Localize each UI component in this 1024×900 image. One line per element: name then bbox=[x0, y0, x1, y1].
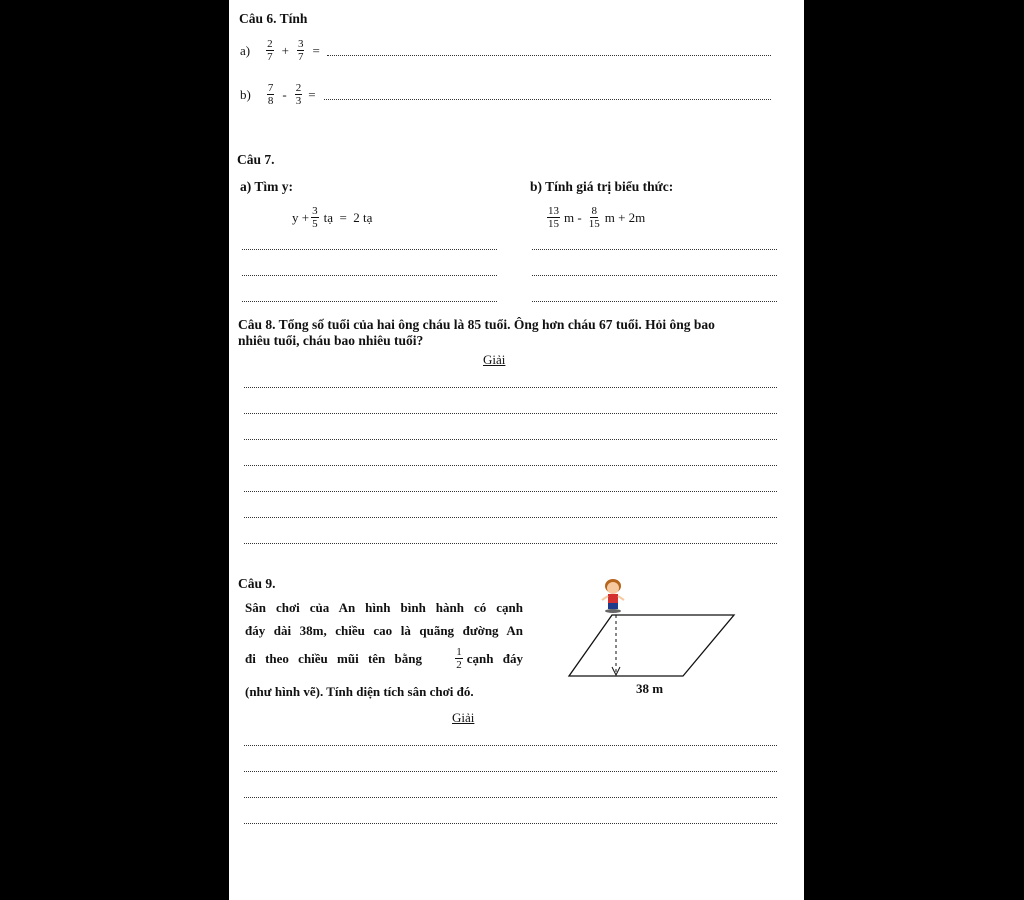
q6-title: Câu 6. Tính bbox=[239, 11, 308, 26]
equals-sign: = bbox=[308, 86, 316, 102]
denominator: 7 bbox=[297, 51, 304, 63]
q9-text-fragment: đi theo chiều mũi tên bằng bbox=[245, 650, 422, 666]
q7-b-answer-line[interactable] bbox=[532, 249, 777, 250]
numerator: 1 bbox=[456, 646, 462, 658]
numerator: 3 bbox=[312, 205, 318, 217]
denominator: 15 bbox=[588, 218, 600, 230]
parallelogram-shape bbox=[569, 615, 734, 676]
q6-a-label: a) bbox=[240, 42, 251, 58]
q8-answer-line[interactable] bbox=[244, 387, 777, 388]
q9-text-line-2: đáy dài 38m, chiều cao là quãng đường An bbox=[245, 623, 523, 638]
operator: + bbox=[281, 42, 289, 58]
q9-title: Câu 9. bbox=[238, 576, 276, 591]
q9-fraction-group bbox=[453, 646, 523, 671]
q7-title: Câu 7. bbox=[237, 152, 275, 167]
q8-solution-label: Giải bbox=[483, 352, 506, 367]
denominator: 5 bbox=[312, 218, 318, 230]
q6-b-fraction-1 bbox=[267, 82, 275, 107]
operator: - bbox=[282, 86, 287, 102]
q6-part-a bbox=[240, 38, 320, 63]
q9-answer-line[interactable] bbox=[244, 797, 777, 798]
q6-a-answer-line[interactable] bbox=[327, 55, 771, 56]
q9-fraction bbox=[455, 646, 463, 671]
denominator: 7 bbox=[267, 51, 273, 63]
q8-question-line-1: Câu 8. Tổng số tuổi của hai ông cháu là 85 tuổi. Ông hơn cháu 67 tuổi. Hỏi ông bao bbox=[238, 317, 715, 332]
q7-a-answer-line[interactable] bbox=[242, 275, 497, 276]
numerator: 3 bbox=[297, 38, 304, 50]
expression-text: m - bbox=[564, 209, 582, 225]
equation-text: tạ = 2 tạ bbox=[323, 209, 373, 225]
q8-answer-line[interactable] bbox=[244, 465, 777, 466]
boy-icon bbox=[602, 579, 624, 613]
q7-b-fraction-2 bbox=[588, 205, 601, 230]
q6-a-fraction-1 bbox=[266, 38, 274, 63]
q9-solution-label: Giải bbox=[452, 710, 475, 725]
q8-answer-line[interactable] bbox=[244, 517, 777, 518]
numerator: 13 bbox=[548, 205, 559, 217]
q6-a-fraction-2 bbox=[297, 38, 305, 63]
q9-answer-line[interactable] bbox=[244, 745, 777, 746]
q7-b-expression bbox=[545, 205, 645, 230]
q7-b-fraction-1 bbox=[547, 205, 560, 230]
q9-text-line-1: Sân chơi của An hình bình hành có cạnh bbox=[245, 600, 523, 615]
q6-part-b bbox=[240, 82, 316, 107]
q9-answer-line[interactable] bbox=[244, 771, 777, 772]
q9-text-line-3 bbox=[245, 646, 523, 671]
q7-b-answer-line[interactable] bbox=[532, 275, 777, 276]
equation-text: y + bbox=[292, 209, 310, 225]
q9-figure-base-label: 38 m bbox=[636, 681, 664, 696]
q8-answer-line[interactable] bbox=[244, 491, 777, 492]
q7-a-fraction bbox=[311, 205, 319, 230]
q9-text-line-4: (như hình vẽ). Tính diện tích sân chơi đó. bbox=[245, 684, 474, 699]
numerator: 2 bbox=[295, 82, 302, 94]
q6-b-answer-line[interactable] bbox=[324, 99, 771, 100]
q7-a-title: a) Tìm y: bbox=[240, 179, 293, 194]
numerator: 8 bbox=[591, 205, 597, 217]
q7-b-title: b) Tính giá trị biểu thức: bbox=[530, 179, 674, 194]
q6-b-fraction-2 bbox=[295, 82, 303, 107]
numerator: 2 bbox=[267, 38, 273, 50]
denominator: 15 bbox=[548, 218, 559, 230]
q7-a-answer-line[interactable] bbox=[242, 301, 497, 302]
q7-a-answer-line[interactable] bbox=[242, 249, 497, 250]
numerator: 7 bbox=[267, 82, 274, 94]
q8-answer-line[interactable] bbox=[244, 439, 777, 440]
q9-answer-line[interactable] bbox=[244, 823, 777, 824]
q9-text-fragment: cạnh đáy bbox=[466, 650, 523, 666]
q8-answer-line[interactable] bbox=[244, 543, 777, 544]
q6-b-label: b) bbox=[240, 86, 251, 102]
denominator: 8 bbox=[267, 95, 274, 107]
expression-text: m + 2m bbox=[604, 209, 646, 225]
q7-a-equation bbox=[292, 205, 372, 230]
denominator: 2 bbox=[456, 659, 462, 671]
q8-question-line-2: nhiêu tuổi, cháu bao nhiêu tuổi? bbox=[238, 333, 424, 348]
denominator: 3 bbox=[295, 95, 302, 107]
worksheet-page bbox=[229, 0, 804, 900]
q7-b-answer-line[interactable] bbox=[532, 301, 777, 302]
equals-sign: = bbox=[312, 42, 320, 58]
q8-answer-line[interactable] bbox=[244, 413, 777, 414]
